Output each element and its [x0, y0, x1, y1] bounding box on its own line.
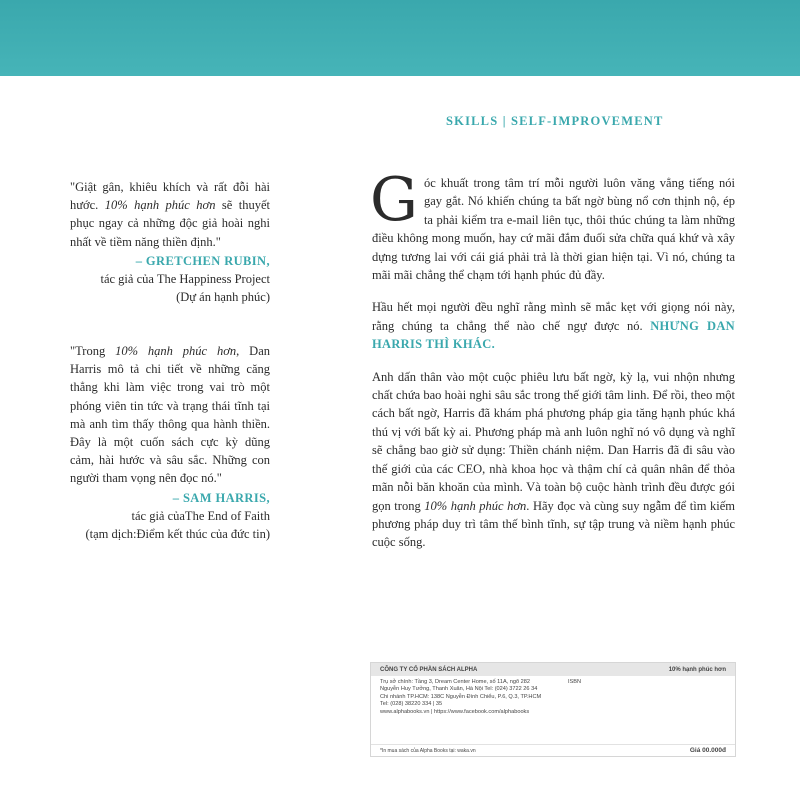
quote-text-end: , Dan Harris mô tả chi tiết về những căng thẳng khi làm việc trong vai trò một phóng viên tin tức và trạng thái tĩnh tại mà anh tìm thấy thông qua hành thiền. Đây là một cuốn sách cực kỳ dũng cảm, hài hước và sâu sắc. Những con người tham vọng nên đọc nó."	[70, 344, 270, 486]
imprint-phone-line: Tel: (028) 38220 334 | 35	[380, 701, 443, 708]
imprint-branch-line: Chi nhánh TP.HCM: 138C Nguyễn Đình Chiểu, P.6, Q.3, TP.HCM	[380, 693, 542, 700]
quote-gretchen-rubin	[70, 178, 270, 306]
quote-source-line-2: (tạm dịch:Điểm kết thúc của đức tin)	[85, 527, 270, 542]
price-label: Giá 00.000đ	[689, 747, 726, 754]
paragraph-2	[372, 298, 735, 353]
quote-sam-harris	[70, 342, 270, 543]
quote-author: – SAM HARRIS,	[172, 490, 270, 505]
top-color-band	[0, 0, 800, 76]
quote-book-title: 10% hạnh phúc hơn	[115, 344, 237, 358]
paragraph-2-text: Hầu hết mọi người đều nghĩ rằng mình sẽ mắc kẹt với giọng nói này, rằng chúng ta chẳng thể nào chế ngự được nó.	[372, 300, 735, 333]
paragraph-1	[370, 165, 735, 284]
quote-book-title: 10% hạnh phúc hơn	[104, 198, 216, 213]
imprint-address-line: Trụ sở chính: Tầng 3, Dream Center Home, số 11A, ngõ 282	[380, 679, 531, 685]
imprint-footnote: *In mua sách của Alpha Books tại: waka.vn	[380, 747, 476, 754]
quote-text-start: "Trong	[70, 344, 116, 358]
highlight-text: NHƯNG DAN HARRIS THÌ KHÁC.	[372, 318, 735, 352]
imprint-address-line: Nguyễn Huy Tưởng, Thanh Xuân, Hà Nội Tel: (024) 3722 26 34	[380, 686, 538, 693]
imprint-book-title: 10% hạnh phúc hơn	[668, 666, 726, 673]
quote-source-line-1: tác giả của The Happiness Project	[100, 272, 270, 287]
paragraph-3-book-title: 10% hạnh phúc hơn	[424, 498, 527, 513]
category-label: SKILLS | SELF-IMPROVEMENT	[446, 114, 664, 128]
imprint-body	[371, 676, 735, 719]
drop-cap: G	[370, 165, 418, 235]
isbn-label: ISBN	[568, 679, 582, 685]
imprint-header	[371, 663, 735, 676]
publisher-imprint-box	[370, 662, 736, 757]
quote-author: – GRETCHEN RUBIN,	[135, 253, 270, 268]
quote-source-line-2: (Dự án hạnh phúc)	[176, 290, 270, 305]
quote-source-line-1: tác giả củaThe End of Faith	[131, 508, 270, 523]
paragraph-3	[372, 368, 735, 552]
paragraph-1-text: óc khuất trong tâm trí mỗi người luôn văng vẳng tiếng nói gay gắt. Nó khiến chúng ta bất ngờ bùng nổ cơn thịnh nộ, ép ta phải kiểm tra e-mail liên tục, thôi thúc chúng ta làm những điều không mong muốn, hay cứ mãi đắm đuối sửa chữa quá khứ và xây dựng tương lai với cái giá phải trả là thời gian hiện tại. Vì nó, chúng ta mãi mãi chẳng thể chạm tới hạnh phúc đủ đầy.	[372, 176, 735, 283]
paragraph-3-text-end: . Hãy đọc và cùng suy ngẫm để tìm kiếm phương pháp duy trì tâm thế bình tĩnh, sự tập trung và niềm hạnh phúc cuộc sống.	[372, 498, 735, 550]
paragraph-3-text-start: Anh dấn thân vào một cuộc phiêu lưu bất ngờ, kỳ lạ, vui nhộn nhưng chất chứa bao hoài nghi sâu sắc trong thế giới tâm linh. Để rồi, theo một cách bất ngờ, Harris đã khám phá phương pháp gia tăng hạnh phúc khá thú vị với bất kỳ ai. Phương pháp mà anh luôn nghĩ nó vô dụng và nghĩ sẽ chẳng bao giờ sử dụng: Thiền chánh niệm. Dan Harris đã đi sâu vào thế giới của các CEO, nhà khoa học và thậm chí cả quân nhân để thỏa mãn nỗi băn khoăn của mình. Và toàn bộ cuộc hành trình đều được gói gọn trong	[372, 369, 735, 513]
book-description	[370, 165, 735, 566]
quote-text-start: "Giật gân, khiêu khích và rất đỗi hài hước.	[70, 180, 270, 213]
quote-text-end: sẽ thuyết phục ngay cả những độc giả hoài nghi nhất về tiềm năng thiền định."	[70, 198, 270, 249]
imprint-footer	[371, 744, 735, 756]
imprint-web-line: www.alphabooks.vn | https://www.facebook.com/alphabooks	[380, 708, 530, 715]
publisher-name: CÔNG TY CỔ PHẦN SÁCH ALPHA	[380, 666, 478, 673]
